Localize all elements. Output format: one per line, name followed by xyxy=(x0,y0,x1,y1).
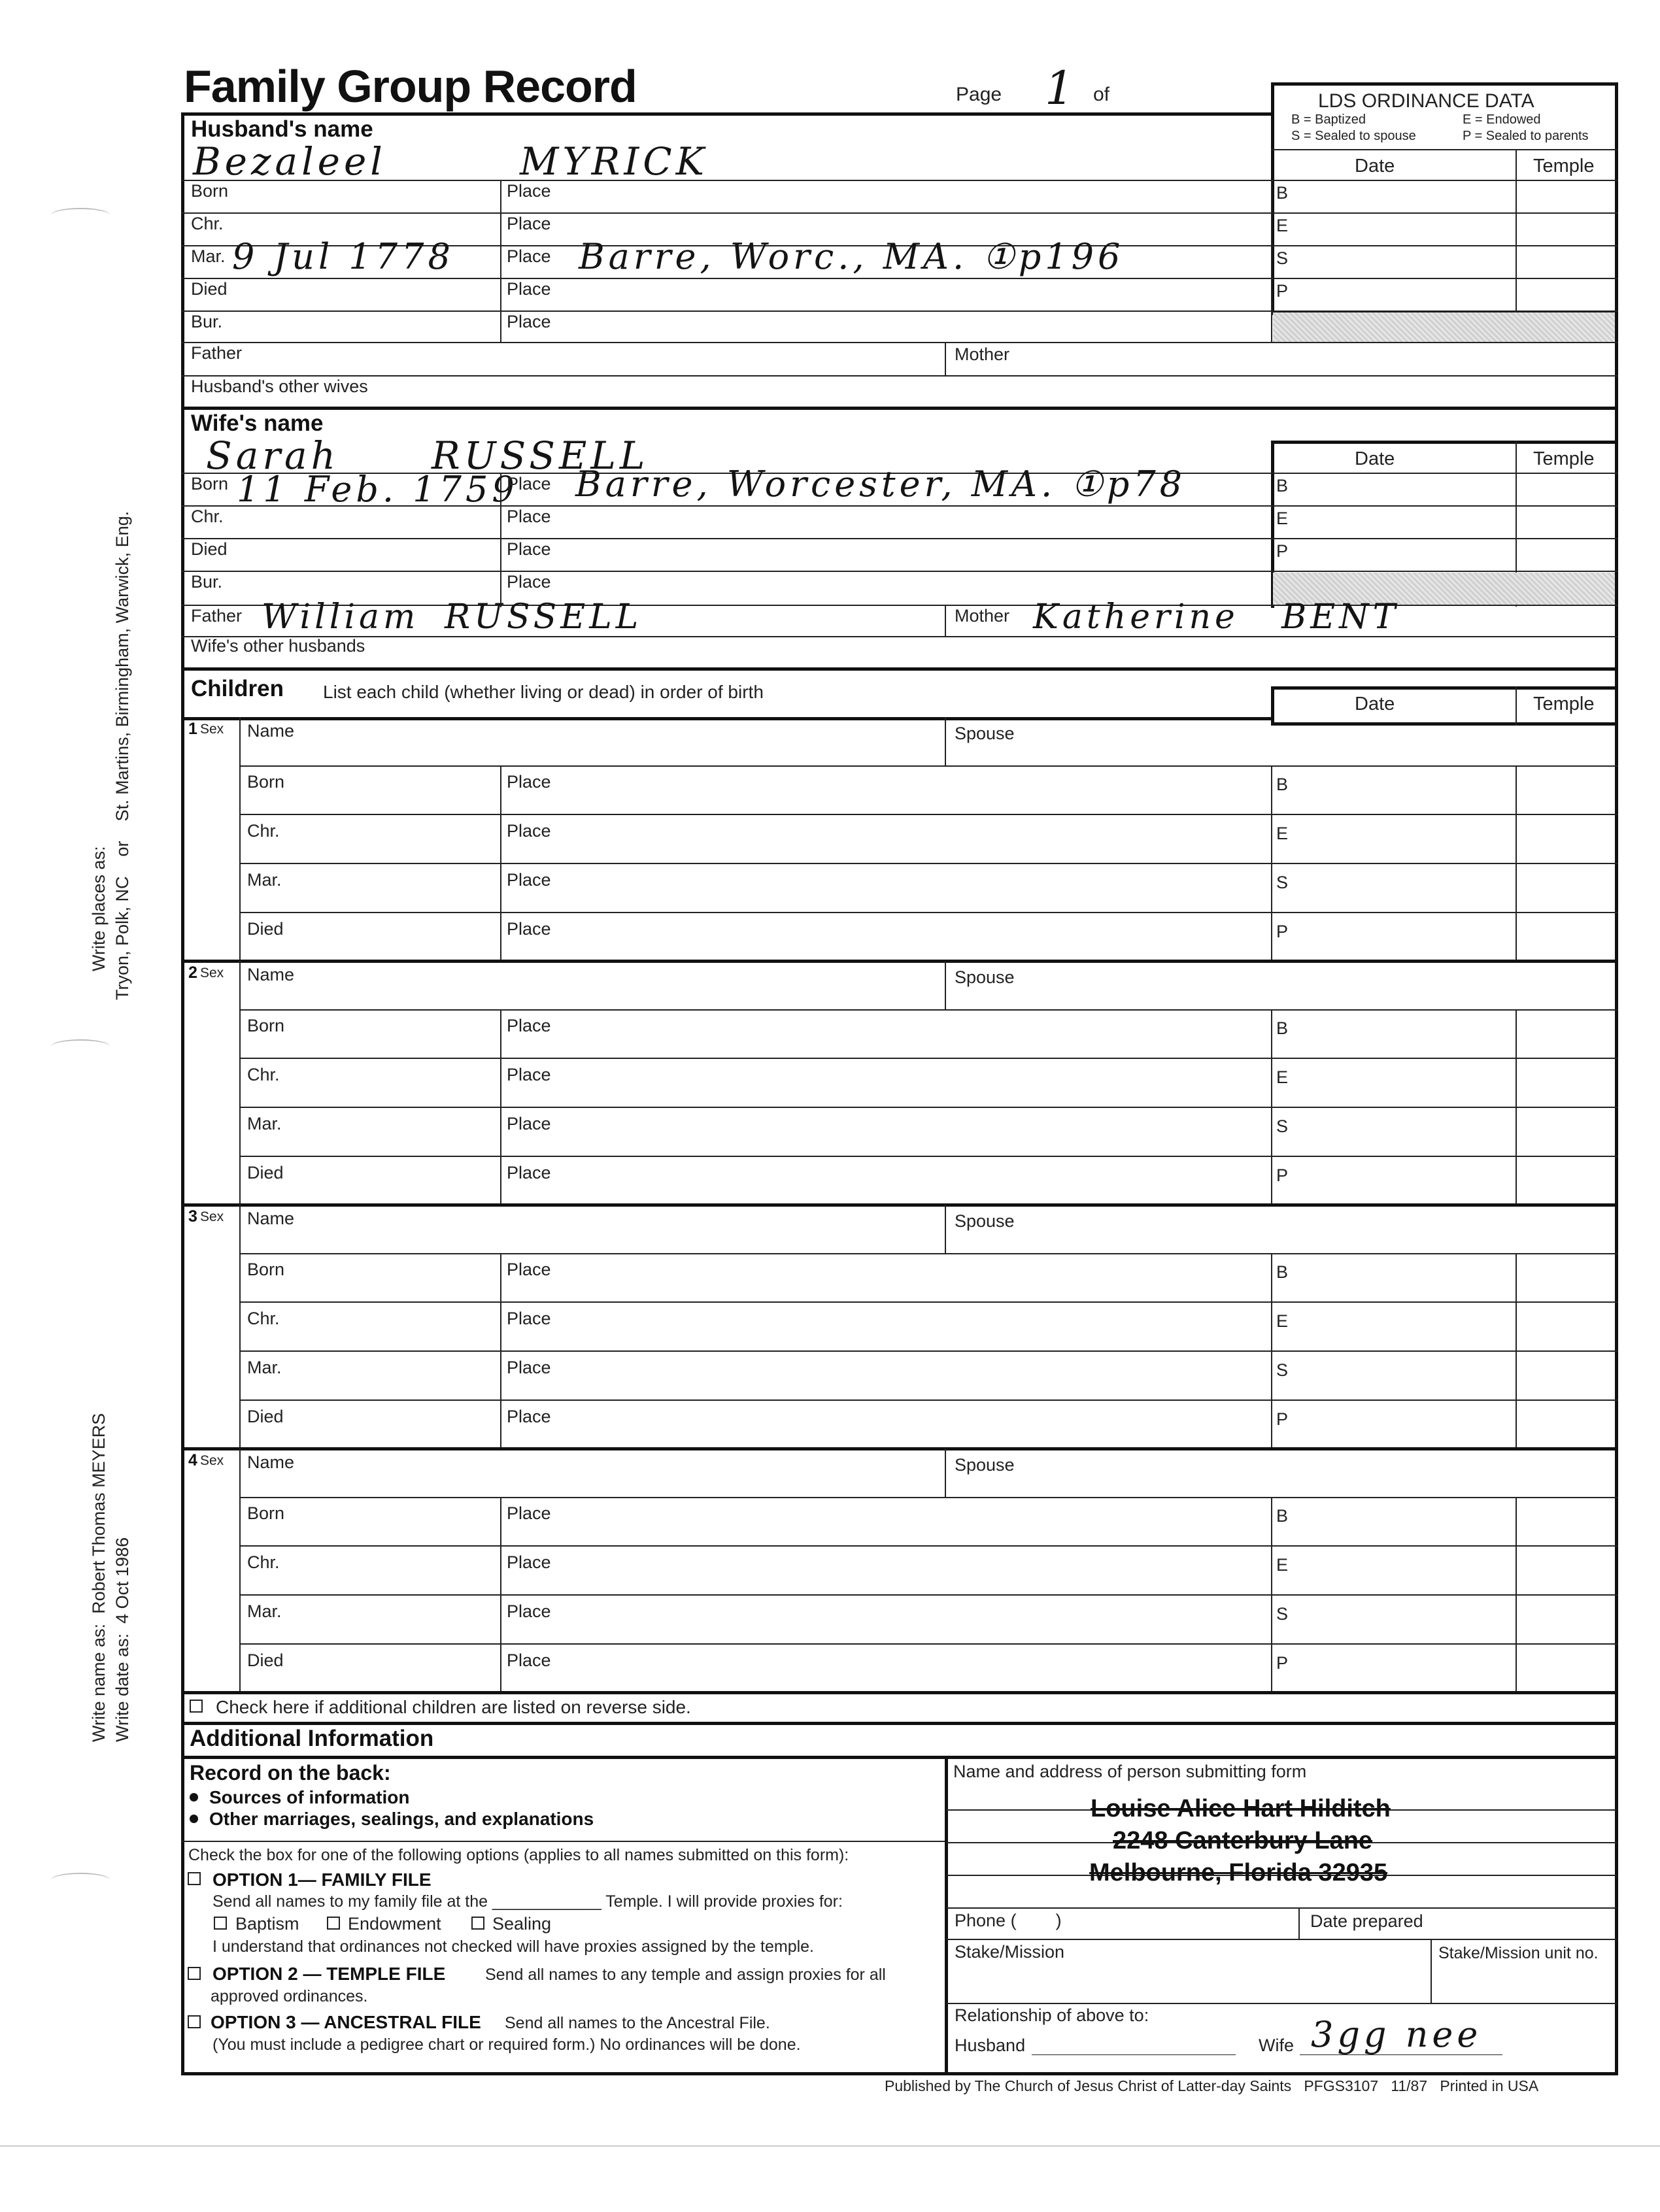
footer-publisher: Published by The Church of Jesus Christ of Latter-day Saints PFGS3107 11/87 Printed in USA xyxy=(885,2077,1539,2094)
child-born-label: Born xyxy=(247,1016,285,1035)
child-spouse-label: Spouse xyxy=(955,724,1015,743)
child-place-label: Place xyxy=(507,1407,551,1426)
wife-mother-given[interactable]: Katherine xyxy=(1033,597,1239,637)
child-lds-b: B xyxy=(1276,775,1289,794)
child-name-label: Name xyxy=(247,1209,295,1228)
relationship-wife-value[interactable]: 3gg nee xyxy=(1311,2014,1482,2055)
husband-chr-label: Chr. xyxy=(191,214,224,233)
child-place-label: Place xyxy=(507,1309,551,1328)
child-place-label: Place xyxy=(507,1163,551,1182)
side-note-places-2: Tryon, Polk, NC or St. Martins, Birmingham, Warwick, Eng. xyxy=(112,511,132,1000)
bullet-sources: Sources of information xyxy=(209,1787,410,1807)
children-instruction: List each child (whether living or dead) in order of birth xyxy=(323,682,764,702)
child-sex-label: Sex xyxy=(200,965,224,980)
endowment-label: Endowment xyxy=(348,1914,441,1934)
side-note-places-1: Write places as: xyxy=(89,846,109,971)
child-chr-label: Chr. xyxy=(247,1552,280,1572)
child-lds-s: S xyxy=(1276,1116,1289,1136)
child-chr-label: Chr. xyxy=(247,821,280,841)
child-lds-e: E xyxy=(1276,1555,1289,1575)
lds-legend-s: S = Sealed to spouse xyxy=(1291,129,1416,143)
child-born-label: Born xyxy=(247,1503,285,1523)
child-born-label: Born xyxy=(247,1260,285,1279)
child-sex-label: Sex xyxy=(200,1453,224,1468)
option3-text: Send all names to the Ancestral File. xyxy=(505,2014,770,2032)
child-spouse-label: Spouse xyxy=(955,1211,1015,1231)
wife-bur-label: Bur. xyxy=(191,572,223,592)
wife-father-surname[interactable]: RUSSELL xyxy=(445,597,643,637)
lds-legend-e: E = Endowed xyxy=(1463,112,1541,127)
record-on-back-label: Record on the back: xyxy=(190,1761,391,1785)
husband-marriage-place[interactable]: Barre, Worc., MA. ①p196 xyxy=(579,236,1125,277)
lds-legend-p: P = Sealed to parents xyxy=(1463,129,1589,143)
husband-died-label: Died xyxy=(191,279,228,299)
additional-children-label: Check here if additional children are listed on reverse side. xyxy=(216,1697,691,1717)
child-lds-s: S xyxy=(1276,873,1289,892)
child-number: 2 xyxy=(188,964,197,982)
child-lds-e: E xyxy=(1276,1311,1289,1331)
child-name-label: Name xyxy=(247,965,295,984)
option2-title: OPTION 2 — TEMPLE FILE xyxy=(212,1964,446,1984)
lds-date-header: Date xyxy=(1355,156,1395,176)
child-lds-s: S xyxy=(1276,1604,1289,1624)
child-name-label: Name xyxy=(247,721,295,741)
wife-mother-surname[interactable]: BENT xyxy=(1281,597,1400,637)
option2-checkbox[interactable] xyxy=(188,1967,201,1980)
side-note-date: Write date as: 4 Oct 1986 xyxy=(112,1537,132,1742)
option1-note: I understand that ordinances not checked will have proxies assigned by the temple. xyxy=(212,1937,814,1956)
husband-given-name[interactable]: Bezaleel xyxy=(193,139,386,184)
lds-title: LDS ORDINANCE DATA xyxy=(1318,90,1534,112)
wife-given-name[interactable]: Sarah xyxy=(206,433,339,478)
child-lds-p: P xyxy=(1276,1409,1289,1429)
child-chr-label: Chr. xyxy=(247,1065,280,1084)
child-lds-b: B xyxy=(1276,1262,1289,1282)
wife-birth-date[interactable]: 11 Feb. 1759 xyxy=(237,469,518,510)
option3-checkbox[interactable] xyxy=(188,2015,201,2028)
submitter-label: Name and address of person submitting form xyxy=(953,1762,1307,1781)
option2-text-2: approved ordinances. xyxy=(211,1987,368,2005)
wife-mother-label: Mother xyxy=(955,606,1010,626)
husband-other-wives-label: Husband's other wives xyxy=(191,377,368,396)
bullet-other-marriages: Other marriages, sealings, and explanations xyxy=(209,1809,594,1829)
lds-temple-header: Temple xyxy=(1533,156,1595,176)
wife-other-husbands-label: Wife's other husbands xyxy=(191,636,365,656)
husband-bur-label: Bur. xyxy=(191,312,223,331)
child-born-label: Born xyxy=(247,772,285,792)
husband-name-label: Husband's name xyxy=(191,116,373,142)
child-place-label: Place xyxy=(507,1503,551,1523)
page-label: Page xyxy=(956,84,1002,105)
child-place-label: Place xyxy=(507,772,551,792)
child-number: 1 xyxy=(188,720,197,738)
form-title: Family Group Record xyxy=(184,61,637,112)
child-died-label: Died xyxy=(247,1407,284,1426)
husband-surname[interactable]: MYRICK xyxy=(520,139,708,184)
child-place-label: Place xyxy=(507,821,551,841)
child-lds-s: S xyxy=(1276,1360,1289,1380)
husband-marriage-date[interactable]: 9 Jul 1778 xyxy=(232,236,454,277)
wife-birth-place[interactable]: Barre, Worcester, MA. ①p78 xyxy=(575,463,1187,505)
baptism-label: Baptism xyxy=(235,1914,299,1934)
child-number: 3 xyxy=(188,1207,197,1226)
wife-name-label: Wife's name xyxy=(191,411,324,436)
additional-children-checkbox[interactable] xyxy=(190,1700,203,1713)
sealing-label: Sealing xyxy=(492,1914,552,1934)
submitter-city: Melbourne, Florida 32935 xyxy=(1089,1859,1388,1886)
child-chr-label: Chr. xyxy=(247,1309,280,1328)
wife-born-label: Born xyxy=(191,474,229,494)
page-number: 1 xyxy=(1045,61,1078,115)
option2-text: Send all names to any temple and assign proxies for all xyxy=(485,1966,886,1984)
additional-info-label: Additional Information xyxy=(190,1726,434,1751)
stake-unit-label: Stake/Mission unit no. xyxy=(1438,1944,1599,1962)
wife-father-label: Father xyxy=(191,606,243,626)
sealing-checkbox[interactable] xyxy=(471,1917,484,1930)
child-place-label: Place xyxy=(507,1601,551,1621)
child-number: 4 xyxy=(188,1451,197,1469)
child-place-label: Place xyxy=(507,1260,551,1279)
relationship-wife-label: Wife xyxy=(1259,2036,1294,2055)
husband-father-label: Father xyxy=(191,343,243,363)
husband-born-label: Born xyxy=(191,181,229,201)
child-spouse-label: Spouse xyxy=(955,1455,1015,1475)
child-lds-e: E xyxy=(1276,1067,1289,1087)
child-lds-p: P xyxy=(1276,922,1289,941)
wife-died-label: Died xyxy=(191,539,228,559)
relationship-husband-label: Husband xyxy=(955,2036,1026,2055)
child-place-label: Place xyxy=(507,1552,551,1572)
submitter-street: 2248 Canterbury Lane xyxy=(1113,1827,1373,1854)
child-place-label: Place xyxy=(507,1065,551,1084)
husband-mother-label: Mother xyxy=(955,344,1010,364)
child-place-label: Place xyxy=(507,919,551,939)
child-place-label: Place xyxy=(507,1016,551,1035)
child-lds-b: B xyxy=(1276,1506,1289,1526)
child-mar-label: Mar. xyxy=(247,1358,282,1377)
option1-checkbox[interactable] xyxy=(188,1872,201,1885)
endowment-checkbox[interactable] xyxy=(327,1917,340,1930)
child-died-label: Died xyxy=(247,1651,284,1670)
child-lds-e: E xyxy=(1276,824,1289,843)
options-intro: Check the box for one of the following options (applies to all names submitted on this form): xyxy=(188,1846,849,1864)
option3-title: OPTION 3 — ANCESTRAL FILE xyxy=(211,2012,481,2032)
option1-title: OPTION 1— FAMILY FILE xyxy=(212,1869,432,1890)
child-mar-label: Mar. xyxy=(247,1114,282,1133)
family-group-record-page: Family Group Record Page 1 of LDS ORDINANCE DATA B = Baptized E = Endowed S = Sealed to spouse P = Sealed to parents Date Temple Husband's name Bezaleel MYRICK Born Place B Chr. Place E Mar. 9 Jul 1778 Place Barre, Worc., MA. ①p196 S Died Place P Bur. Place Father Mother Husband's other wives Wife's name Sarah RUSSELL Date Temple Born 11 Feb. 1759 Place Barre, Worcester, MA. ①p78 B Chr. Place E Died Place P Bur. Place Father William RUSSELL Mother Katherine BENT Wife's other husbands Children List each child (whether living or dead) in order of birth Date Temple Check here if additional children are listed on reverse side. Additional Information Record on the back: Sources of information Other marriages, sealings, and explanations Check the box for one of the following options (applies to all names submitted on this form): OPTION 1— FAMILY FILE Send all names to my family file at the ____________ Temple. I will provide proxies for: Baptism Endowment Sealing I understand that ordinances not checked will have proxies assigned by the temple. OPTION 2 — TEMPLE FILE Send all names to any temple and assign proxies for all approved ordinances. OPTION 3 — ANCESTRAL FILE Send all names to the Ancestral File. (You must include a pedigree chart or required form.) No ordinances will be done. Name and address of person submitting form Louise Alice Hart Hilditch 2248 Canterbury Lane Melbourne, Florida 32935 Phone ( ) Date prepared Stake/Mission Stake/Mission unit no. Relationship of above to: Husband Wife 3gg nee Published by The Church of Jesus Christ of Latter-day Saints PFGS3107 11/87 Printed in USA Write places as: Tryon, Polk, NC or St. Martins, Birmingham, Warwick, Eng. Write name as: Robert Thomas MEYERS Write date as: 4 Oct 1986 1 Sex Name Spouse Born Place B Chr. Place E Mar. Place S Died Place P 2 Sex Name Spouse Born Place B Chr. Place E Mar. Place S Died Place P 3 Sex Name Spouse Born Place B Chr. Place E Mar. Place S Died Place P 4 Sex Name Spouse Born Place B Chr. Place E Mar. Place S Died Place P xyxy=(0,0,1660,2212)
submitter-name: Louise Alice Hart Hilditch xyxy=(1091,1795,1391,1822)
stake-mission-label: Stake/Mission xyxy=(955,1942,1065,1962)
baptism-checkbox[interactable] xyxy=(214,1917,227,1930)
date-prepared-label: Date prepared xyxy=(1310,1911,1423,1931)
child-mar-label: Mar. xyxy=(247,1601,282,1621)
relationship-label: Relationship of above to: xyxy=(955,2005,1149,2025)
child-spouse-label: Spouse xyxy=(955,967,1015,987)
child-sex-label: Sex xyxy=(200,1209,224,1224)
wife-chr-label: Chr. xyxy=(191,507,224,526)
child-lds-b: B xyxy=(1276,1018,1289,1038)
child-lds-p: P xyxy=(1276,1653,1289,1673)
child-name-label: Name xyxy=(247,1452,295,1472)
wife-surname[interactable]: RUSSELL xyxy=(432,433,649,478)
husband-mar-label: Mar. xyxy=(191,246,226,266)
child-mar-label: Mar. xyxy=(247,870,282,890)
option1-text: Send all names to my family file at the ____________ Temple. I will provide proxies for: xyxy=(212,1892,843,1911)
of-label: of xyxy=(1093,84,1110,105)
child-died-label: Died xyxy=(247,919,284,939)
child-lds-p: P xyxy=(1276,1165,1289,1185)
phone-label: Phone ( ) xyxy=(955,1911,1062,1930)
lds-legend-b: B = Baptized xyxy=(1291,112,1366,127)
child-place-label: Place xyxy=(507,1114,551,1133)
child-sex-label: Sex xyxy=(200,722,224,737)
children-label: Children xyxy=(191,676,284,701)
child-died-label: Died xyxy=(247,1163,284,1182)
child-place-label: Place xyxy=(507,1358,551,1377)
child-place-label: Place xyxy=(507,870,551,890)
child-place-label: Place xyxy=(507,1651,551,1670)
side-note-name: Write name as: Robert Thomas MEYERS xyxy=(89,1413,109,1742)
husband-born-place-label: Place xyxy=(507,181,551,201)
option3-text-2: (You must include a pedigree chart or required form.) No ordinances will be done. xyxy=(212,2036,801,2054)
wife-father-given[interactable]: William xyxy=(262,597,420,637)
